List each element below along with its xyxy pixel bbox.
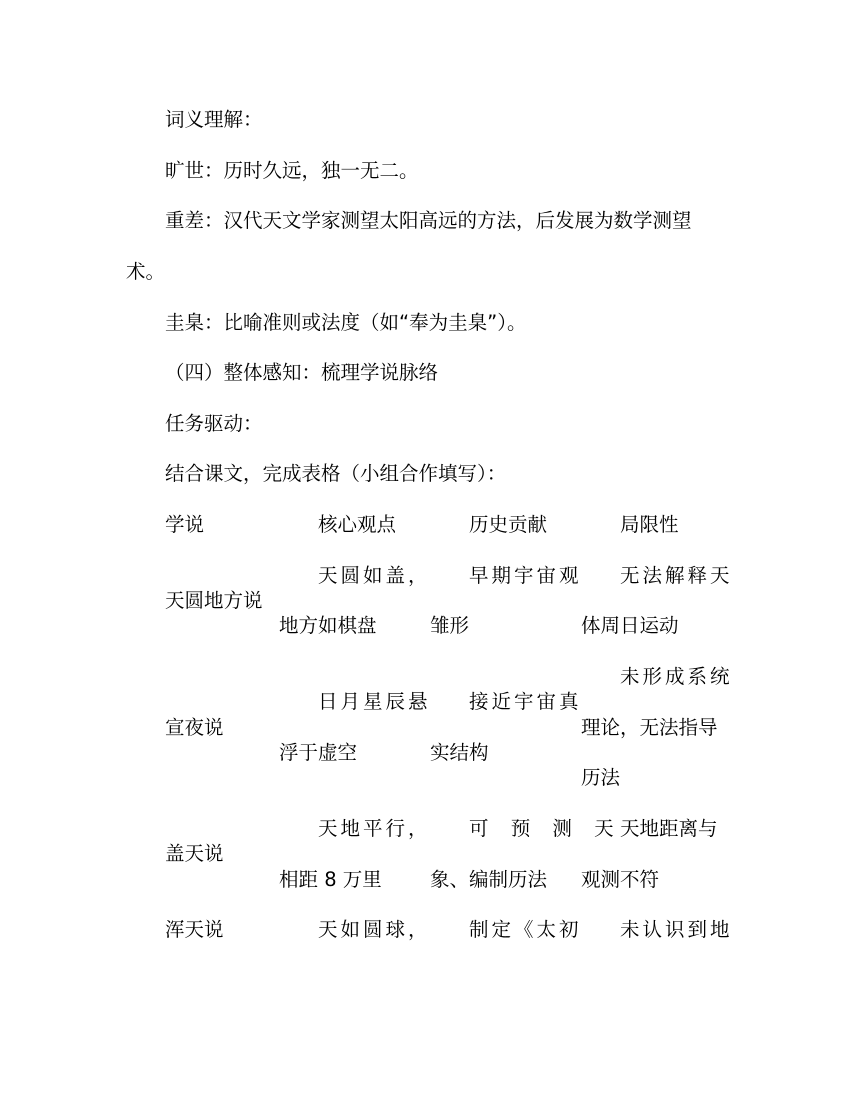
table-cell-theory: 宣夜说 xyxy=(165,716,224,739)
table-cell: 地方如棋盘 xyxy=(279,614,377,637)
table-cell: 可 预 测 天 xyxy=(469,817,622,840)
vocab-chongcha-line1: 重差：汉代天文学家测望太阳高远的方法，后发展为数学测望 xyxy=(165,209,692,232)
table-cell: 浮于虚空 xyxy=(279,741,358,764)
table-cell: 接近宇宙真 xyxy=(469,690,582,713)
vocab-guinie: 圭臬：比喻准则或法度（如“奉为圭臬”）。 xyxy=(165,311,527,334)
table-cell: 天如圆球， xyxy=(318,918,431,941)
table-cell: 天地平行， xyxy=(318,817,431,840)
vocab-kuangshi: 旷世：历时久远，独一无二。 xyxy=(165,159,419,182)
table-header-contribution: 历史贡献 xyxy=(469,513,548,536)
table-cell: 未形成系统 xyxy=(620,665,733,688)
task-drive-label: 任务驱动： xyxy=(165,412,263,435)
table-cell: 体周日运动 xyxy=(581,614,679,637)
table-cell: 雏形 xyxy=(430,614,470,637)
table-cell: 未认识到地 xyxy=(620,918,733,941)
table-cell: 历法 xyxy=(581,766,621,789)
table-cell-theory: 天圆地方说 xyxy=(165,589,263,612)
table-cell: 早期宇宙观 xyxy=(469,564,582,587)
vocab-heading: 词义理解： xyxy=(165,108,263,131)
table-cell: 天圆如盖， xyxy=(318,564,431,587)
table-cell: 象、编制历法 xyxy=(430,868,548,891)
table-cell: 相距 8 万里 xyxy=(279,868,382,891)
section-four-heading: （四）整体感知：梳理学说脉络 xyxy=(165,361,439,384)
task-instruction: 结合课文，完成表格（小组合作填写）： xyxy=(165,462,507,485)
table-cell: 无法解释天 xyxy=(620,564,733,587)
table-cell-theory: 盖天说 xyxy=(165,842,224,865)
table-header-limitation: 局限性 xyxy=(620,513,679,536)
table-cell: 理论，无法指导 xyxy=(581,716,718,739)
table-header-view: 核心观点 xyxy=(318,513,397,536)
table-cell: 制定《太初 xyxy=(469,918,582,941)
table-cell: 实结构 xyxy=(430,741,489,764)
table-cell: 日月星辰悬 xyxy=(318,690,431,713)
table-cell: 观测不符 xyxy=(581,868,660,891)
table-cell: 天地距离与 xyxy=(620,817,718,840)
vocab-chongcha-line2: 术。 xyxy=(126,260,166,283)
table-cell-theory: 浑天说 xyxy=(165,918,224,941)
table-header-theory: 学说 xyxy=(165,513,205,536)
